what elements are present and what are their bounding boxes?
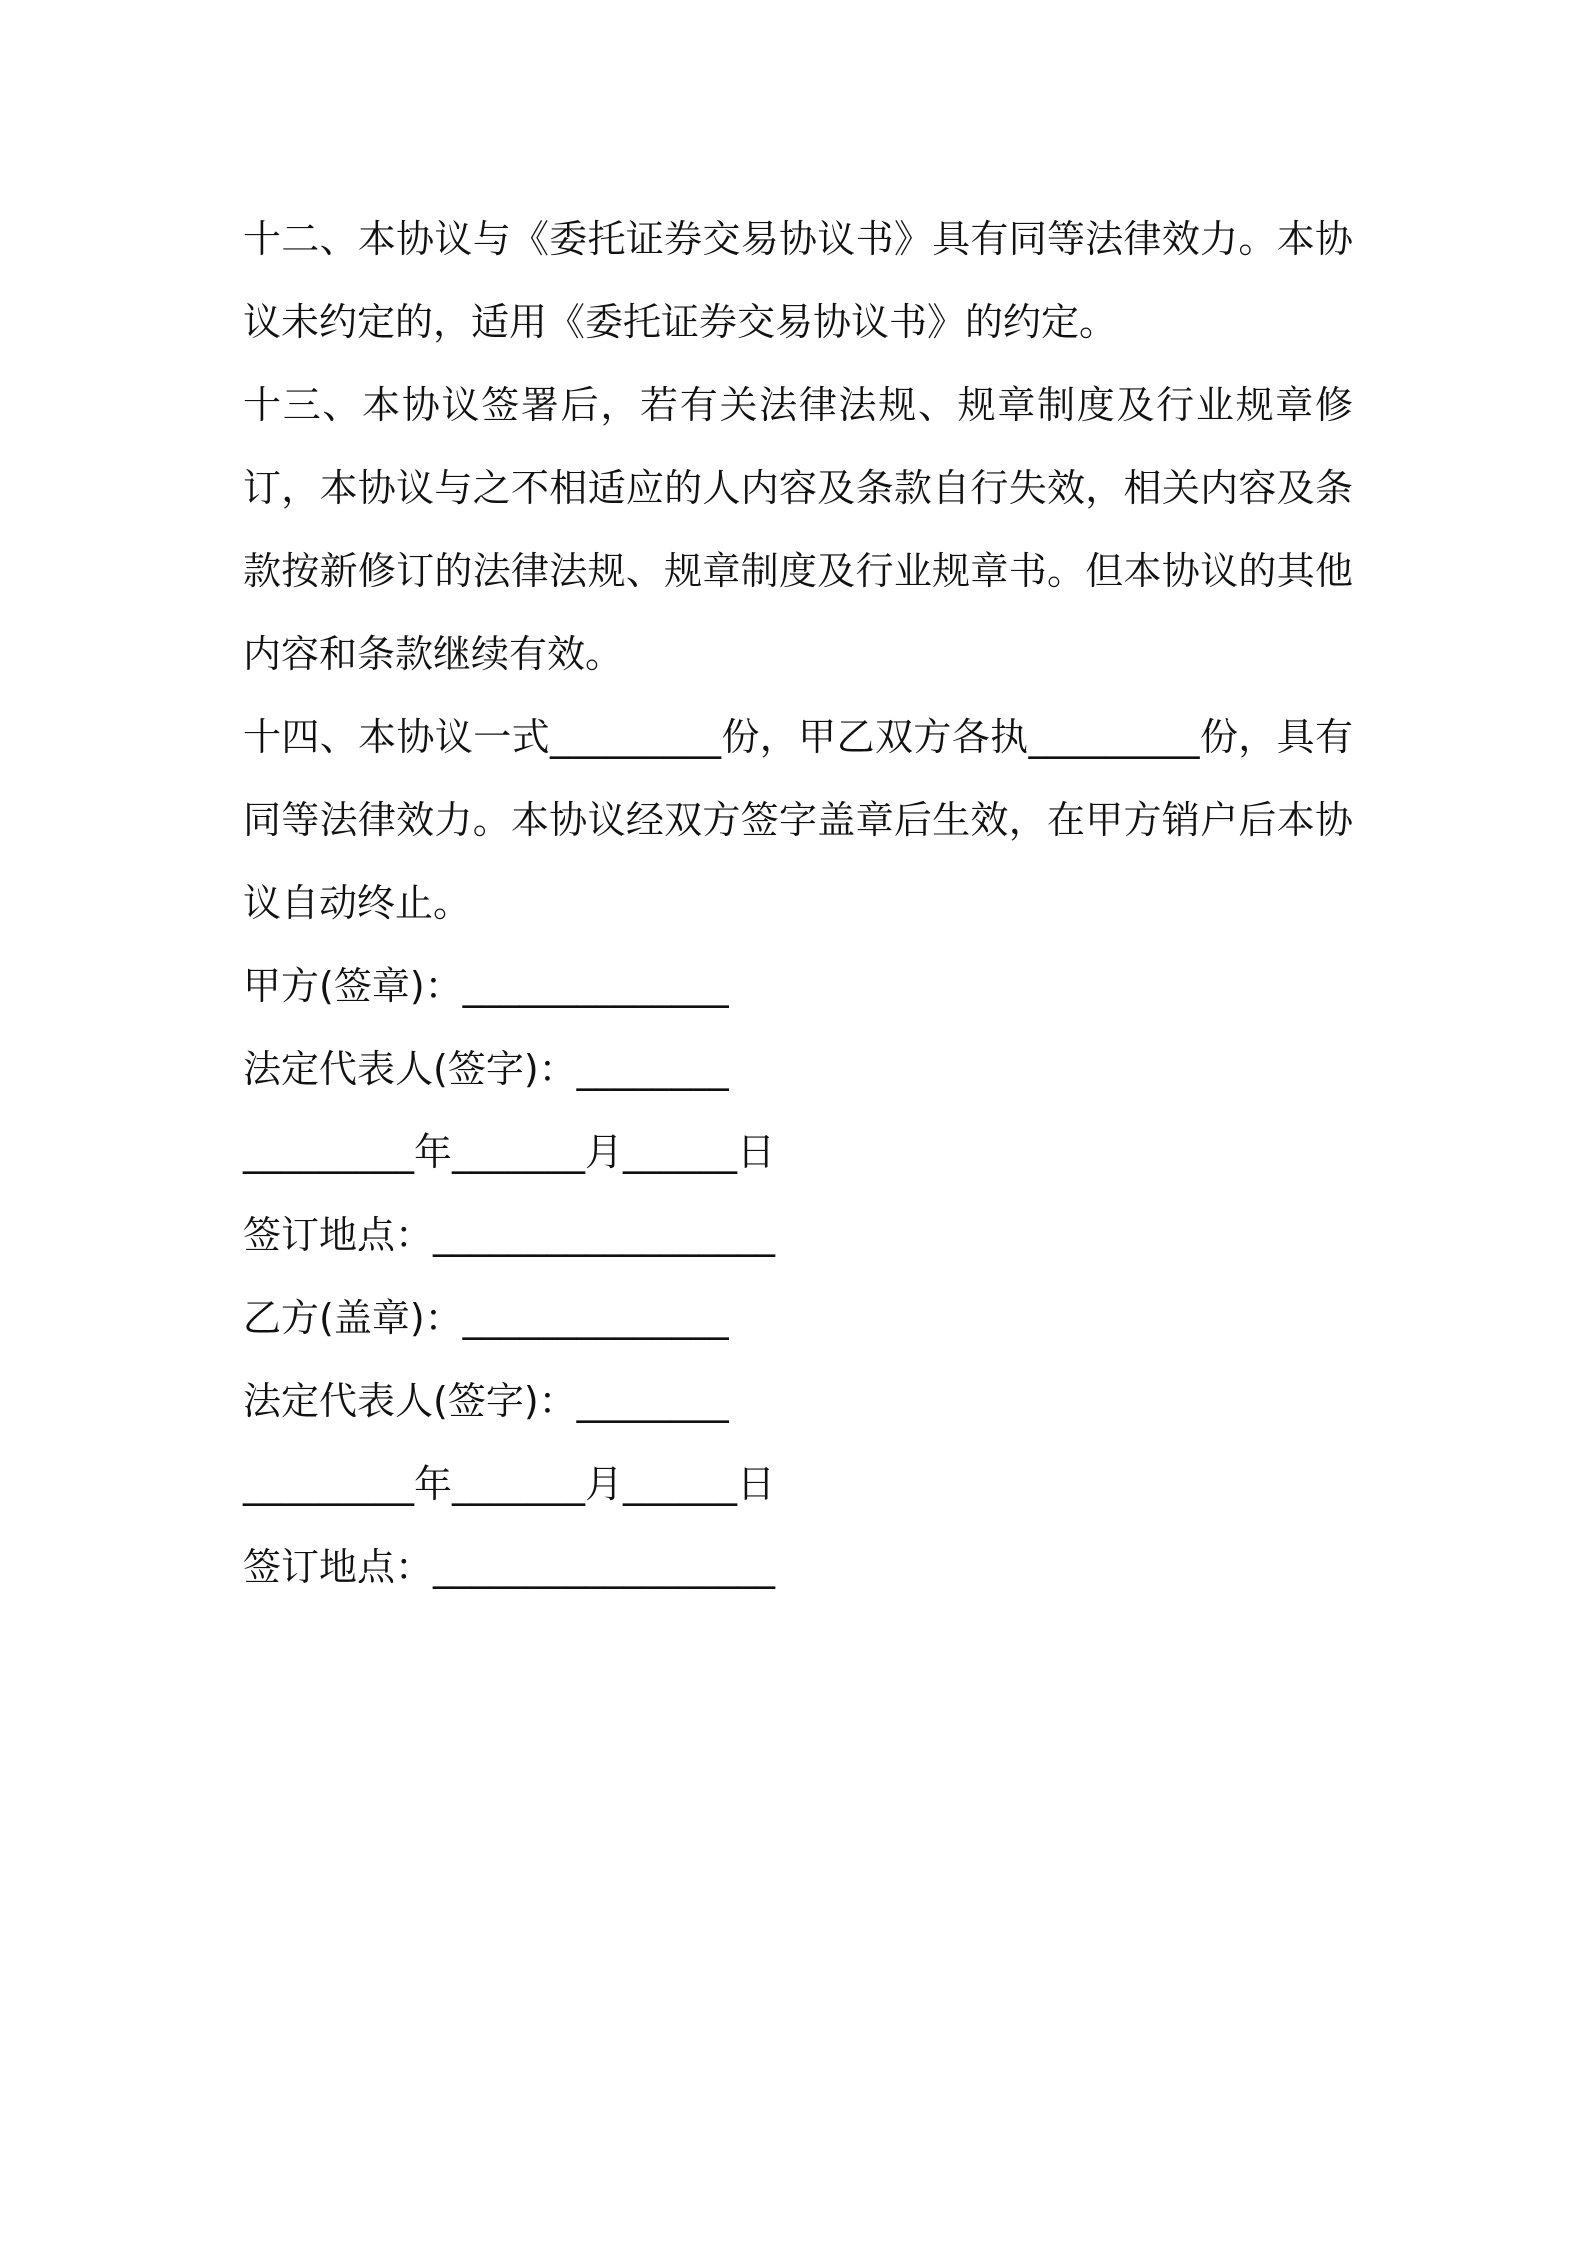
party-b-place-line: 签订地点：__________________ bbox=[243, 1545, 776, 1589]
clause-12: 十二、本协议与《委托证券交易协议书》具有同等法律效力。本协议未约定的，适用《委托证券交易协议书》的约定。 bbox=[243, 217, 1353, 344]
party-b-date-line: _________年_______月______日 bbox=[243, 1462, 776, 1506]
party-a-legal-rep-line: 法定代表人(签字)：________ bbox=[243, 1047, 729, 1091]
party-b-legal-rep-line: 法定代表人(签字)：________ bbox=[243, 1379, 729, 1423]
clause-13: 十三、本协议签署后，若有关法律法规、规章制度及行业规章修订，本协议与之不相适应的人内容及条款自行失效，相关内容及条款按新修订的法律法规、规章制度及行业规章书。但本协议的其他内容和条款继续有效。 bbox=[243, 383, 1353, 676]
party-a-place-line: 签订地点：__________________ bbox=[243, 1213, 776, 1257]
party-b-seal-line: 乙方(盖章)：______________ bbox=[243, 1296, 729, 1340]
party-a-seal-line: 甲方(签章)：______________ bbox=[243, 964, 729, 1008]
clause-14: 十四、本协议一式_________份，甲乙双方各执_________份，具有同等法律效力。本协议经双方签字盖章后生效，在甲方销户后本协议自动终止。 bbox=[243, 715, 1353, 925]
document-body bbox=[243, 198, 1353, 1609]
party-a-date-line: _________年_______月______日 bbox=[243, 1130, 776, 1174]
